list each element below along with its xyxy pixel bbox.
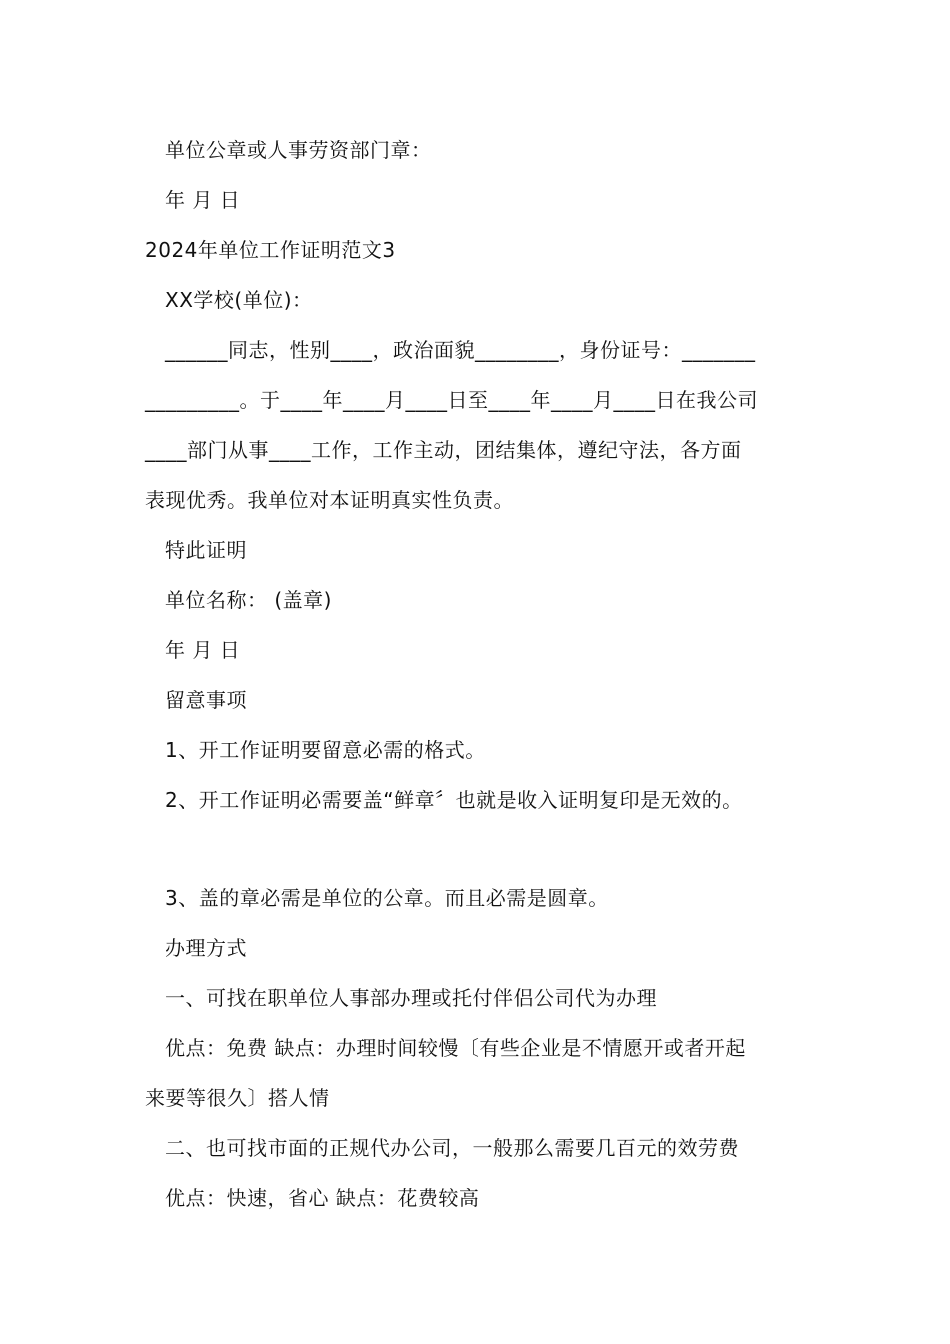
unit-name-line: 单位名称： (盖章) <box>165 588 332 612</box>
method-heading: 办理方式 <box>165 936 247 960</box>
date-line: 年 月 日 <box>165 638 241 662</box>
body-line: ____部门从事____工作，工作主动，团结集体，遵纪守法，各方面 <box>145 438 742 462</box>
method-item: 一、可找在职单位人事部办理或托付伴侣公司代为办理 <box>165 986 657 1010</box>
pros-cons-line: 优点：免费 缺点：办理时间较慢〔有些企业是不情愿开或者开起 <box>165 1036 746 1060</box>
body-line: 表现优秀。我单位对本证明真实性负责。 <box>145 488 514 512</box>
certify-line: 特此证明 <box>165 538 247 562</box>
pros-cons-line: 优点：快速，省心 缺点：花费较高 <box>165 1186 480 1210</box>
seal-line: 单位公章或人事劳资部门章： <box>165 138 432 162</box>
notes-heading: 留意事项 <box>165 688 247 712</box>
note-item: 1、开工作证明要留意必需的格式。 <box>165 738 486 762</box>
note-item: 2、开工作证明必需要盖“鲜章〞也就是收入证明复印是无效的。 <box>165 788 743 812</box>
pros-cons-line: 来要等很久〕搭人情 <box>145 1086 330 1110</box>
note-item: 3、盖的章必需是单位的公章。而且必需是圆章。 <box>165 886 609 910</box>
section-heading: 2024年单位工作证明范文3 <box>145 238 396 262</box>
date-line: 年 月 日 <box>165 188 241 212</box>
method-item: 二、也可找市面的正规代办公司，一般那么需要几百元的效劳费 <box>165 1136 739 1160</box>
addressee-line: XX学校(单位)： <box>165 288 313 312</box>
body-line: _________。于____年____月____日至____年____月____日在我公司 <box>145 388 758 412</box>
body-line: ______同志，性别____，政治面貌________，身份证号：_______ <box>165 338 756 362</box>
